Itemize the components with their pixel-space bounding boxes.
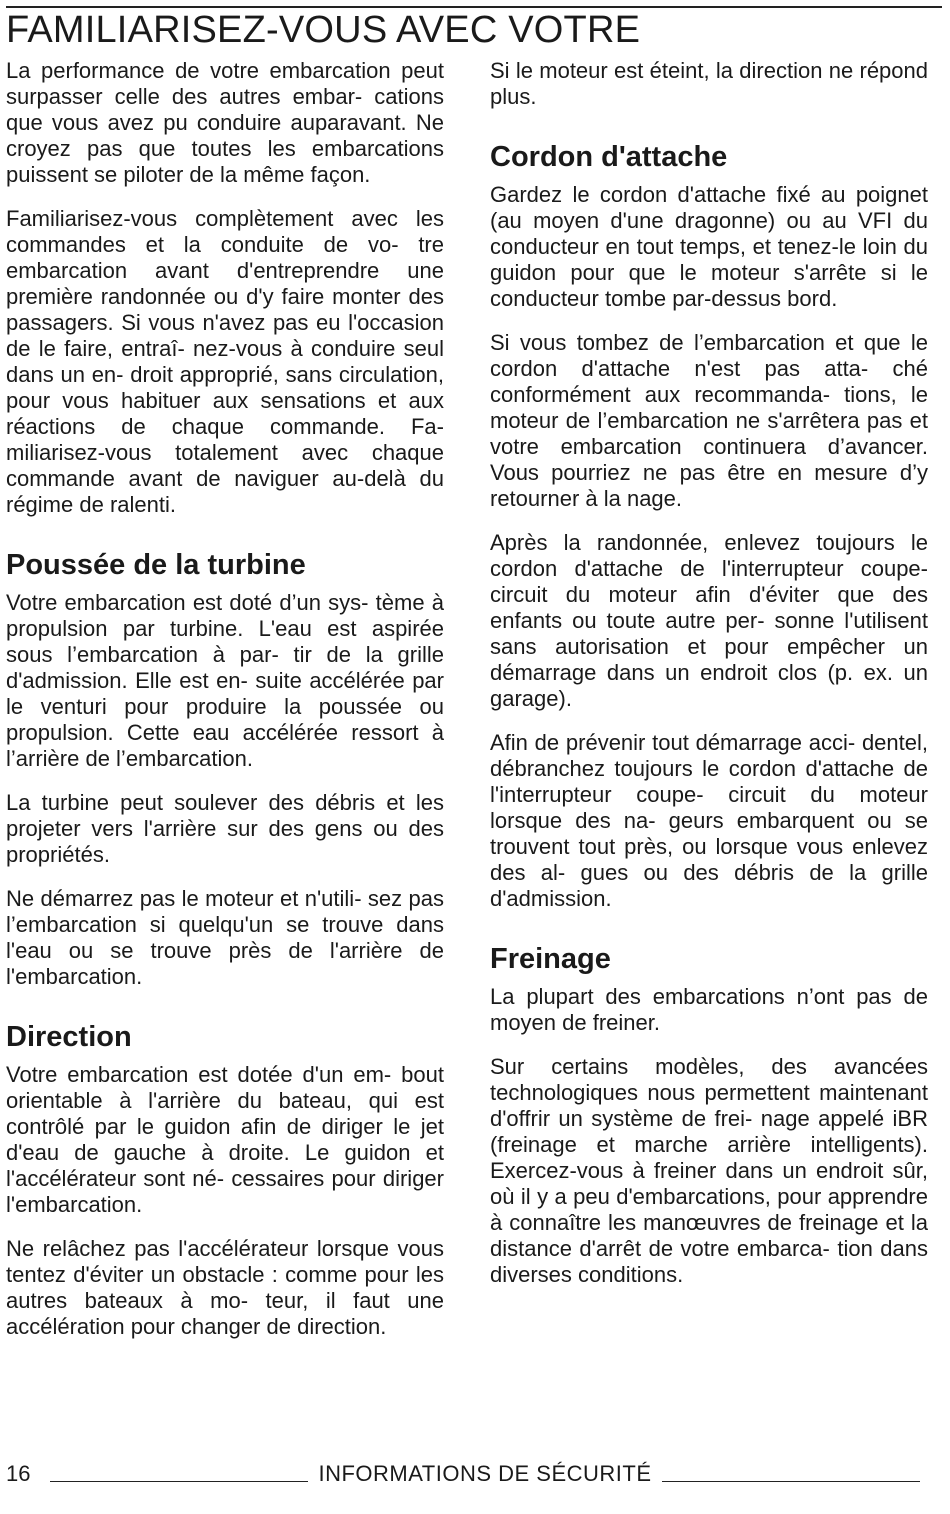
heading-freinage: Freinage [490,943,611,975]
accidental-start-paragraph: Afin de prévenir tout démarrage acci- dentel, débranchez toujours le cordon d'attache de l'interrupteur coupe- circuit du moteur lorsque des na- geurs embarquent ou se trouvent tout près, ou lorsque vous enlevez des al- gues ou des débris de la grille d'admission. [490,730,928,911]
debris-paragraph: La turbine peut soulever des débris et les projeter vers l'arrière sur des gens ou des propriétés. [6,790,444,867]
heading-direction: Direction [6,1021,132,1053]
turbine-paragraph: Votre embarcation est doté d’un sys- tème à propulsion par turbine. L'eau est aspirée sous l’embarcation à par- tir de la grille d'admission. Elle est en- suite accélérée par le venturi pour produire la poussée ou propulsion. Cette eau accélérée ressort à l’arrière de l’embarcation. [6,590,444,771]
page-title: FAMILIARISEZ-VOUS AVEC VOTRE [6,9,641,51]
ibr-paragraph: Sur certains modèles, des avancées technologiques nous permettent maintenant d'offrir un système de frei- nage appelé iBR (freinage et marche arrière intelligents). Exercez-vous à freiner dans un endroit sûr, où il y a peu d'embarcations, pour apprendre à connaître les manœuvres de freinage et la distance d'arrêt de votre embarca- tion dans diverses conditions. [490,1054,928,1287]
intro-paragraph: La performance de votre embarcation peut surpasser celle des autres embar- cations que vous avez pu conduire auparavant. Ne croyez pas que toutes les embarcations puissent se piloter de la même façon. [6,58,444,187]
familiarize-paragraph: Familiarisez-vous complètement avec les commandes et la conduite de vo- tre embarcation avant d'entreprendre une première randonnée ou d'y faire monter des passagers. Si vous n'avez pas eu l'occasion de le faire, entraî- nez-vous à conduire seul dans un en- droit approprié, sans circulation, pour vous habituer aux sensations et aux réactions de chaque commande. Fa- miliarisez-vous totalement avec chaque commande avant de naviguer au-delà du régime de ralenti. [6,206,444,517]
footer-section-title: INFORMATIONS DE SÉCURITÉ [318,1461,652,1486]
start-warning-paragraph: Ne démarrez pas le moteur et n'utili- sez pas l’embarcation si quelqu'un se trouve dans l'eau ou se trouve près de l'arrière de l'embarcation. [6,886,444,989]
footer-rule-right [662,1467,920,1482]
page-footer [6,1460,930,1488]
throttle-paragraph: Ne relâchez pas l'accélérateur lorsque vous tentez d'éviter un obstacle : comme pour les autres bateaux à mo- teur, il faut une accélération pour changer de direction. [6,1236,444,1339]
direction-paragraph: Votre embarcation est dotée d'un em- bout orientable à l'arrière du bateau, qui est contrôlé par le guidon afin de diriger le jet d'eau de gauche à droite. Le guidon et l'accélérateur sont né- cessaires pour diriger l'embarcation. [6,1062,444,1217]
no-brake-paragraph: La plupart des embarcations n’ont pas de moyen de freiner. [490,984,928,1035]
left-column [6,58,444,1358]
after-ride-paragraph: Après la randonnée, enlevez toujours le cordon d'attache de l'interrupteur coupe-circuit du moteur afin d'éviter que des enfants ou toute autre per- sonne l'utilisent sans autorisation et pour empêcher un démarrage dans un endroit clos (p. ex. un garage). [490,530,928,711]
page-number: 16 [6,1461,31,1486]
right-column [490,58,928,1306]
engine-off-paragraph: Si le moteur est éteint, la direction ne répond plus. [490,58,928,109]
lanyard-paragraph: Gardez le cordon d'attache fixé au poignet (au moyen d'une dragonne) ou au VFI du conducteur en tout temps, et tenez-le loin du guidon pour que le moteur s'arrête si le conducteur tombe par-dessus bord. [490,182,928,311]
heading-cordon-attache: Cordon d'attache [490,141,728,173]
footer-rule-left [50,1467,308,1482]
heading-poussee-turbine: Poussée de la turbine [6,549,306,581]
fall-overboard-paragraph: Si vous tombez de l’embarcation et que le cordon d'attache n'est pas atta- ché conformément aux recommanda- tions, le moteur de l’embarcation ne s'arrêtera pas et votre embarcation continuera d’avancer. Vous pourriez ne pas être en mesure d’y retourner à la nage. [490,330,928,511]
